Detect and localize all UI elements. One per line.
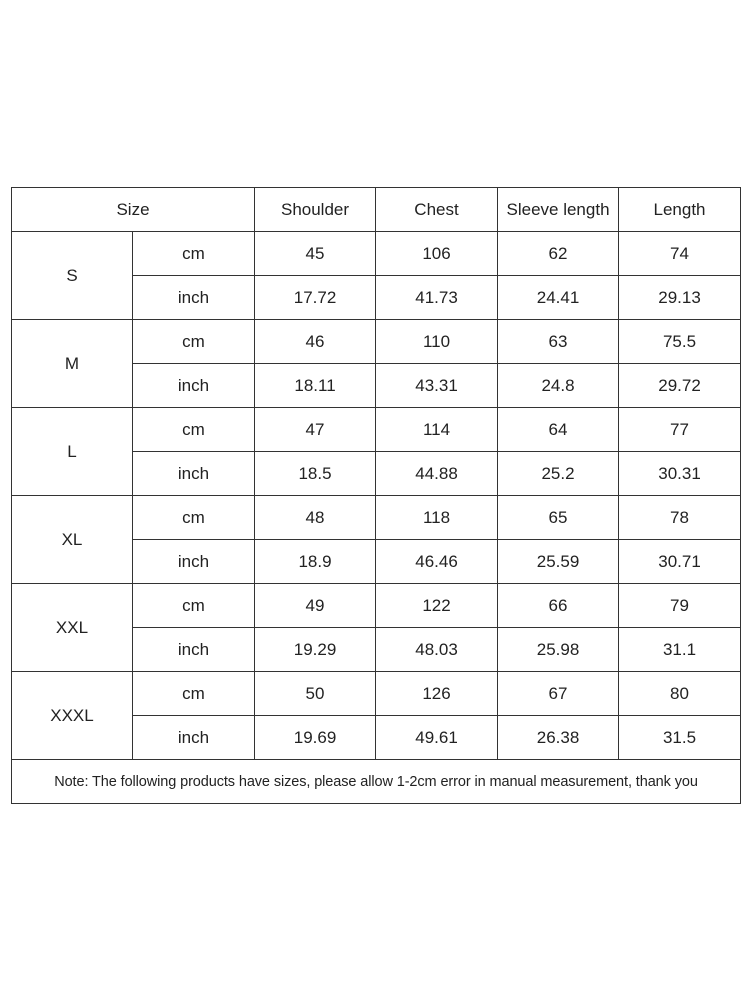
unit-label: cm xyxy=(133,496,255,540)
header-size: Size xyxy=(12,188,255,232)
chest-value: 126 xyxy=(376,672,498,716)
sleeve-length-value: 65 xyxy=(498,496,619,540)
size-label: XXXL xyxy=(12,672,133,760)
shoulder-value: 50 xyxy=(255,672,376,716)
shoulder-value: 19.69 xyxy=(255,716,376,760)
size-row-cm xyxy=(12,408,741,452)
chest-value: 44.88 xyxy=(376,452,498,496)
length-value: 80 xyxy=(619,672,741,716)
chest-value: 122 xyxy=(376,584,498,628)
unit-label: inch xyxy=(133,364,255,408)
shoulder-value: 19.29 xyxy=(255,628,376,672)
chest-value: 41.73 xyxy=(376,276,498,320)
sleeve-length-value: 24.8 xyxy=(498,364,619,408)
unit-label: inch xyxy=(133,628,255,672)
size-row-cm xyxy=(12,496,741,540)
length-value: 29.72 xyxy=(619,364,741,408)
size-label: XXL xyxy=(12,584,133,672)
shoulder-value: 17.72 xyxy=(255,276,376,320)
sleeve-length-value: 26.38 xyxy=(498,716,619,760)
shoulder-value: 18.11 xyxy=(255,364,376,408)
chest-value: 114 xyxy=(376,408,498,452)
length-value: 78 xyxy=(619,496,741,540)
shoulder-value: 47 xyxy=(255,408,376,452)
chest-value: 118 xyxy=(376,496,498,540)
chest-value: 48.03 xyxy=(376,628,498,672)
sleeve-length-value: 25.59 xyxy=(498,540,619,584)
header-row xyxy=(12,188,741,232)
sleeve-length-value: 24.41 xyxy=(498,276,619,320)
note-row xyxy=(12,760,741,804)
sleeve-length-value: 25.98 xyxy=(498,628,619,672)
sleeve-length-value: 64 xyxy=(498,408,619,452)
size-label: L xyxy=(12,408,133,496)
sleeve-length-value: 62 xyxy=(498,232,619,276)
shoulder-value: 49 xyxy=(255,584,376,628)
size-chart-table xyxy=(11,187,741,804)
size-label: S xyxy=(12,232,133,320)
chest-value: 46.46 xyxy=(376,540,498,584)
chest-value: 106 xyxy=(376,232,498,276)
unit-label: cm xyxy=(133,584,255,628)
unit-label: cm xyxy=(133,408,255,452)
sleeve-length-value: 67 xyxy=(498,672,619,716)
size-label: XL xyxy=(12,496,133,584)
chest-value: 49.61 xyxy=(376,716,498,760)
size-row-cm xyxy=(12,672,741,716)
size-row-cm xyxy=(12,584,741,628)
sleeve-length-value: 25.2 xyxy=(498,452,619,496)
header-sleeve-length: Sleeve length xyxy=(498,188,619,232)
unit-label: cm xyxy=(133,672,255,716)
unit-label: cm xyxy=(133,320,255,364)
length-value: 29.13 xyxy=(619,276,741,320)
shoulder-value: 18.5 xyxy=(255,452,376,496)
measurement-note: Note: The following products have sizes, please allow 1-2cm error in manual measurement, thank you xyxy=(12,760,741,804)
chest-value: 110 xyxy=(376,320,498,364)
chest-value: 43.31 xyxy=(376,364,498,408)
unit-label: inch xyxy=(133,452,255,496)
shoulder-value: 18.9 xyxy=(255,540,376,584)
length-value: 79 xyxy=(619,584,741,628)
size-row-cm xyxy=(12,232,741,276)
sleeve-length-value: 66 xyxy=(498,584,619,628)
shoulder-value: 45 xyxy=(255,232,376,276)
header-length: Length xyxy=(619,188,741,232)
length-value: 30.31 xyxy=(619,452,741,496)
size-chart-body xyxy=(12,188,741,804)
header-chest: Chest xyxy=(376,188,498,232)
length-value: 31.5 xyxy=(619,716,741,760)
sleeve-length-value: 63 xyxy=(498,320,619,364)
unit-label: inch xyxy=(133,716,255,760)
size-label: M xyxy=(12,320,133,408)
length-value: 31.1 xyxy=(619,628,741,672)
length-value: 74 xyxy=(619,232,741,276)
shoulder-value: 46 xyxy=(255,320,376,364)
unit-label: inch xyxy=(133,276,255,320)
size-row-cm xyxy=(12,320,741,364)
shoulder-value: 48 xyxy=(255,496,376,540)
length-value: 30.71 xyxy=(619,540,741,584)
length-value: 75.5 xyxy=(619,320,741,364)
header-shoulder: Shoulder xyxy=(255,188,376,232)
unit-label: inch xyxy=(133,540,255,584)
length-value: 77 xyxy=(619,408,741,452)
unit-label: cm xyxy=(133,232,255,276)
